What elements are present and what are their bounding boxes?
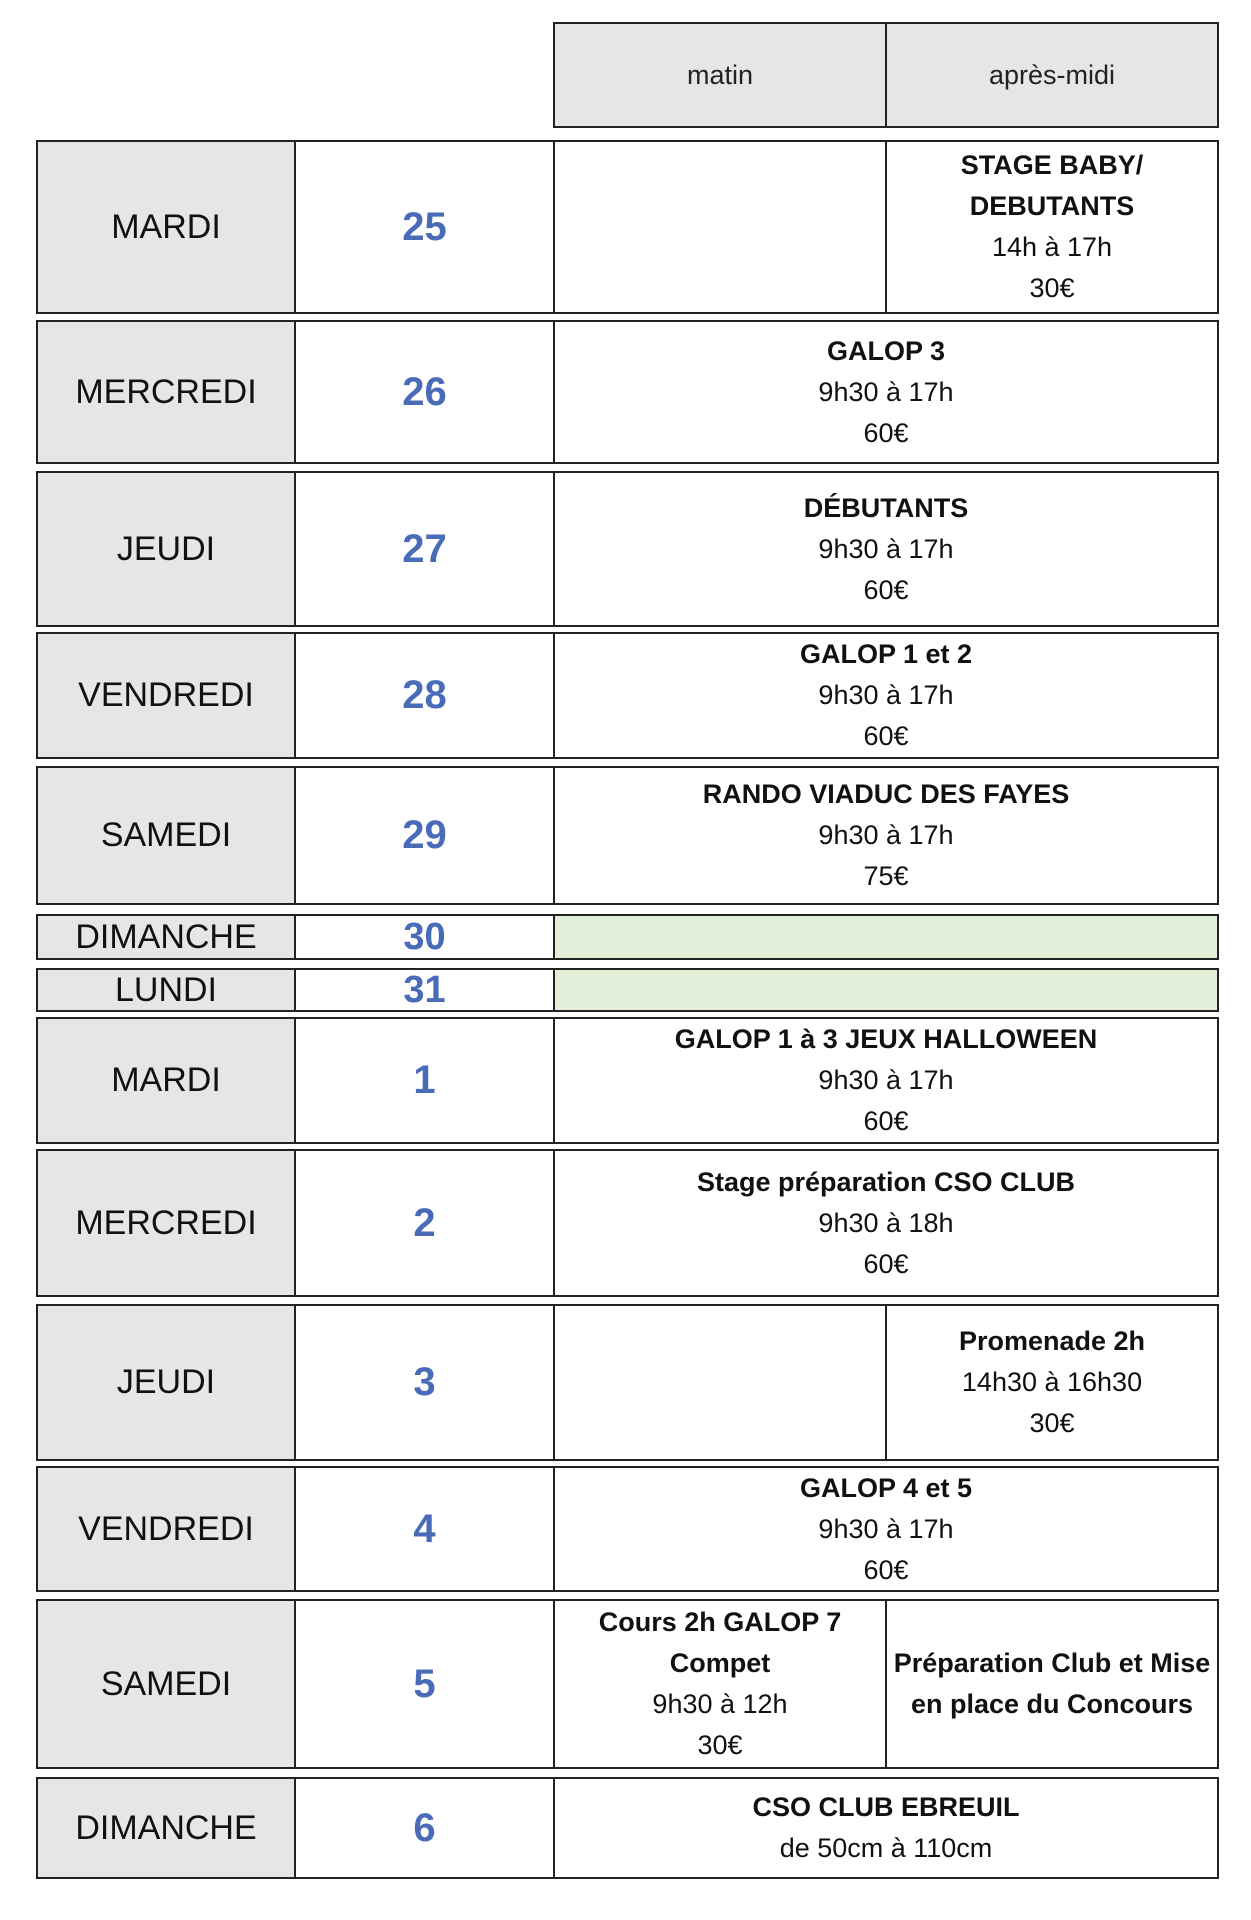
- full-day-slot: [555, 1779, 1217, 1877]
- schedule-row: [36, 320, 1219, 464]
- activity-title: Préparation Club et Mise: [893, 1648, 1211, 1678]
- day-name: DIMANCHE: [38, 1779, 296, 1877]
- full-day-slot: [555, 1151, 1217, 1295]
- schedule-row: [36, 632, 1219, 759]
- full-day-slot: [555, 473, 1217, 625]
- activity-time: 9h30 à 17h: [818, 1065, 954, 1095]
- day-name: LUNDI: [38, 970, 296, 1010]
- day-name: VENDREDI: [38, 634, 296, 757]
- activity-title: DÉBUTANTS: [803, 492, 969, 523]
- activity-time: 9h30 à 17h: [818, 1513, 954, 1544]
- day-name: JEUDI: [38, 473, 296, 625]
- activity-title: RANDO VIADUC DES FAYES: [702, 779, 1070, 809]
- activity-title: Stage préparation CSO CLUB: [696, 1166, 1076, 1197]
- activity-price: 60€: [863, 574, 909, 605]
- schedule-row: [36, 1017, 1219, 1144]
- activity-time: 9h30 à 12h: [652, 1689, 788, 1719]
- activity-time: 9h30 à 17h: [818, 533, 954, 564]
- activity-price: 60€: [863, 1106, 909, 1136]
- activity-time: 14h à 17h: [991, 232, 1113, 262]
- day-name: VENDREDI: [38, 1468, 296, 1590]
- morning-slot: [555, 1306, 885, 1459]
- activity-price: 60€: [863, 1248, 909, 1279]
- activity-price: 60€: [863, 721, 909, 751]
- day-name: DIMANCHE: [38, 916, 296, 958]
- activity-price: 30€: [1029, 273, 1075, 303]
- full-day-slot: [555, 634, 1217, 757]
- header-morning: matin: [686, 59, 754, 90]
- header-afternoon: après-midi: [885, 24, 1217, 126]
- morning-slot: [555, 1601, 885, 1767]
- activity-time: 9h30 à 17h: [818, 680, 954, 710]
- day-name: MARDI: [38, 1019, 296, 1142]
- day-number: 28: [296, 634, 555, 757]
- day-number: 25: [296, 142, 555, 312]
- day-number: 6: [296, 1779, 555, 1877]
- day-number: 29: [296, 768, 555, 903]
- schedule-row: [36, 1599, 1219, 1769]
- schedule-row: [36, 968, 1219, 1012]
- activity-title: GALOP 4 et 5: [799, 1472, 973, 1503]
- activity-title: CSO CLUB EBREUIL: [752, 1792, 1020, 1822]
- activity-title: GALOP 1 et 2: [799, 639, 973, 669]
- activity-time: de 50cm à 110cm: [779, 1833, 993, 1863]
- day-number: 4: [296, 1468, 555, 1590]
- day-number: 3: [296, 1306, 555, 1459]
- afternoon-slot: [885, 142, 1217, 312]
- day-name: MERCREDI: [38, 1151, 296, 1295]
- schedule-row: [36, 140, 1219, 314]
- schedule-row: [36, 914, 1219, 960]
- activity-title: STAGE BABY/ DEBUTANTS: [960, 150, 1144, 221]
- day-name: MARDI: [38, 142, 296, 312]
- day-name: MERCREDI: [38, 322, 296, 462]
- day-name: SAMEDI: [38, 768, 296, 903]
- day-number: 1: [296, 1019, 555, 1142]
- day-name: SAMEDI: [38, 1601, 296, 1767]
- activity-title-line2: Compet: [669, 1648, 771, 1678]
- activity-title: Cours 2h GALOP 7: [598, 1607, 842, 1637]
- full-day-slot: [555, 1019, 1217, 1142]
- activity-time: 9h30 à 17h: [818, 820, 954, 850]
- activity-title: Promenade 2h: [958, 1326, 1146, 1356]
- day-number: 26: [296, 322, 555, 462]
- activity-title-line2: en place du Concours: [910, 1689, 1194, 1719]
- schedule-row: [36, 1149, 1219, 1297]
- activity-title: GALOP 3: [826, 335, 946, 366]
- schedule-row: [36, 766, 1219, 905]
- column-header: [553, 22, 1219, 128]
- schedule-row: [36, 1777, 1219, 1879]
- full-day-slot: [555, 1468, 1217, 1590]
- day-number: 2: [296, 1151, 555, 1295]
- day-number: 31: [296, 970, 555, 1010]
- closed-slot: [555, 970, 1217, 1010]
- activity-price: 30€: [1029, 1408, 1075, 1438]
- schedule-row: [36, 471, 1219, 627]
- day-number: 27: [296, 473, 555, 625]
- closed-slot: [555, 916, 1217, 958]
- afternoon-slot: [885, 1601, 1217, 1767]
- activity-price: 30€: [697, 1730, 743, 1760]
- activity-title: GALOP 1 à 3 JEUX HALLOWEEN: [674, 1024, 1098, 1054]
- activity-time: 14h30 à 16h30: [961, 1367, 1143, 1397]
- day-number: 5: [296, 1601, 555, 1767]
- schedule-row: [36, 1466, 1219, 1592]
- activity-price: 75€: [863, 861, 909, 891]
- activity-time: 9h30 à 17h: [818, 376, 954, 407]
- full-day-slot: [555, 768, 1217, 903]
- day-number: 30: [296, 916, 555, 958]
- afternoon-slot: [885, 1306, 1217, 1459]
- morning-slot: [555, 142, 885, 312]
- full-day-slot: [555, 322, 1217, 462]
- day-name: JEUDI: [38, 1306, 296, 1459]
- schedule-row: [36, 1304, 1219, 1461]
- activity-price: 60€: [863, 417, 909, 448]
- activity-time: 9h30 à 18h: [818, 1207, 954, 1238]
- activity-price: 60€: [863, 1554, 909, 1585]
